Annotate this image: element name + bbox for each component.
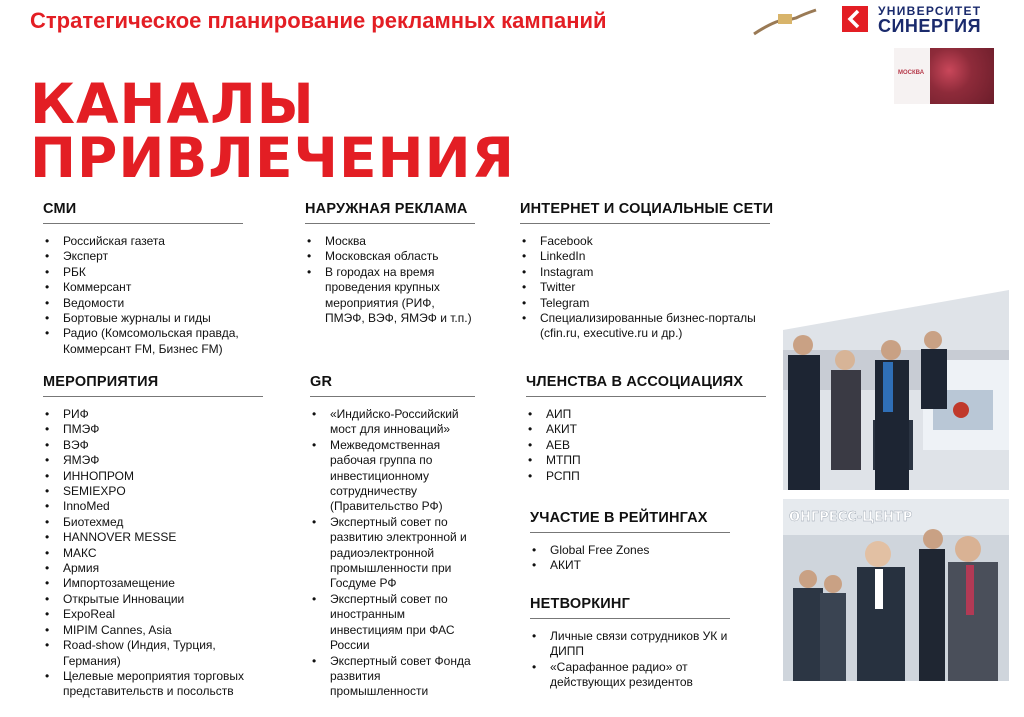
- list-item: • ВЭФ: [63, 438, 263, 453]
- list-item: • РБК: [63, 265, 243, 280]
- list-item: • Специализированные бизнес-порталы (cfin.ru, executive.ru и др.): [540, 311, 770, 342]
- list-item: • LinkedIn: [540, 249, 770, 264]
- gr-list: [310, 407, 475, 700]
- list-item: • Армия: [63, 561, 263, 576]
- list-item: • Эксперт: [63, 249, 243, 264]
- list-item: • ИННОПРОМ: [63, 469, 263, 484]
- list-item: • Радио (Комсомольская правда, Коммерсант FM, Бизнес FM): [63, 326, 243, 357]
- section-gr: [310, 374, 475, 700]
- moscow-event-badge: [894, 48, 994, 104]
- list-item: • Экспертный совет Фонда развития промышленности: [330, 654, 475, 700]
- creation-hands-logo: [752, 4, 818, 38]
- badge-pattern: [930, 48, 994, 104]
- list-item: • Российская газета: [63, 234, 243, 249]
- list-item: • РИФ: [63, 407, 263, 422]
- section-heading: ИНТЕРНЕТ И СОЦИАЛЬНЫЕ СЕТИ: [520, 201, 770, 224]
- section-internet: [520, 201, 774, 342]
- section-heading: МЕРОПРИЯТИЯ: [43, 374, 263, 397]
- internet-list: [520, 234, 770, 342]
- list-item: • Instagram: [540, 265, 770, 280]
- ratings-list: [530, 543, 730, 574]
- section-smi: [43, 201, 243, 357]
- section-associations: [526, 374, 766, 484]
- list-item: • АКИТ: [550, 558, 730, 573]
- list-item: • «Сарафанное радио» от действующих резидентов: [550, 660, 730, 691]
- list-item: • Road-show (Индия, Турция, Германия): [63, 638, 263, 669]
- outdoor-list: [305, 234, 475, 326]
- list-item: • Экспертный совет по развитию электронной и радиоэлектронной промышленности при Госдуме РФ: [330, 515, 475, 592]
- associations-list: [526, 407, 766, 484]
- synergy-logo-icon: [842, 6, 868, 32]
- list-item: • SEMIEXPO: [63, 484, 263, 499]
- section-heading: НАРУЖНАЯ РЕКЛАМА: [305, 201, 475, 224]
- slide-title-line2: ПРИВЛЕЧЕНИЯ: [30, 126, 515, 190]
- list-item: • Биотехмед: [63, 515, 263, 530]
- list-item: • АИП: [546, 407, 766, 422]
- list-item: • Twitter: [540, 280, 770, 295]
- list-item: • ЯМЭФ: [63, 453, 263, 468]
- list-item: • Межведомственная рабочая группа по инвестиционному сотрудничеству (Правительство РФ): [330, 438, 475, 515]
- list-item: • Экспертный совет по иностранным инвестициям при ФАС России: [330, 592, 475, 654]
- section-heading: НЕТВОРКИНГ: [530, 596, 730, 619]
- section-ratings: [530, 510, 730, 574]
- university-logo-line1: УНИВЕРСИТЕТ: [878, 4, 982, 18]
- list-item: • Целевые мероприятия торговых представительств и посольств: [63, 669, 263, 700]
- list-item: • Global Free Zones: [550, 543, 730, 558]
- list-item: • ExpoReal: [63, 607, 263, 622]
- list-item: • Открытые Инновации: [63, 592, 263, 607]
- smi-list: [43, 234, 243, 357]
- section-networking: [530, 596, 730, 691]
- event-photo-congress: [783, 499, 1009, 681]
- list-item: • В городах на время проведения крупных мероприятия (РИФ, ПМЭФ, ВЭФ, ЯМЭФ и т.п.): [325, 265, 475, 327]
- university-logo-line2: СИНЕРГИЯ: [878, 16, 982, 36]
- section-heading: GR: [310, 374, 475, 397]
- list-item: • Коммерсант: [63, 280, 243, 295]
- list-item: • Telegram: [540, 296, 770, 311]
- list-item: • Ведомости: [63, 296, 243, 311]
- networking-list: [530, 629, 730, 691]
- list-item: • HANNOVER MESSE: [63, 530, 263, 545]
- section-events: [43, 374, 263, 700]
- list-item: • MIPIM Cannes, Asia: [63, 623, 263, 638]
- moscow-badge-label: МОСКВА: [898, 70, 925, 76]
- list-item: • Импортозамещение: [63, 576, 263, 591]
- presentation-subtitle: Стратегическое планирование рекламных кампаний: [30, 8, 607, 33]
- list-item: • МТПП: [546, 453, 766, 468]
- list-item: • АЕВ: [546, 438, 766, 453]
- events-list: [43, 407, 263, 700]
- list-item: • Москва: [325, 234, 475, 249]
- list-item: • Facebook: [540, 234, 770, 249]
- list-item: • МАКС: [63, 546, 263, 561]
- list-item: • Московская область: [325, 249, 475, 264]
- list-item: • «Индийско-Российский мост для инноваций»: [330, 407, 475, 438]
- event-photo-exhibition: [783, 290, 1009, 490]
- slide-title-line1: КАНАЛЫ: [30, 72, 315, 136]
- section-heading: УЧАСТИЕ В РЕЙТИНГАХ: [530, 510, 730, 533]
- list-item: • АКИТ: [546, 422, 766, 437]
- list-item: • РСПП: [546, 469, 766, 484]
- section-heading: СМИ: [43, 201, 243, 224]
- section-outdoor: [305, 201, 475, 326]
- congress-center-sign: ОНГРЕСС-ЦЕНТР: [789, 510, 913, 525]
- section-heading: ЧЛЕНСТВА В АССОЦИАЦИЯХ: [526, 374, 766, 397]
- list-item: • Личные связи сотрудников УК и ДИПП: [550, 629, 730, 660]
- list-item: • Бортовые журналы и гиды: [63, 311, 243, 326]
- list-item: • ПМЭФ: [63, 422, 263, 437]
- list-item: • InnoMed: [63, 499, 263, 514]
